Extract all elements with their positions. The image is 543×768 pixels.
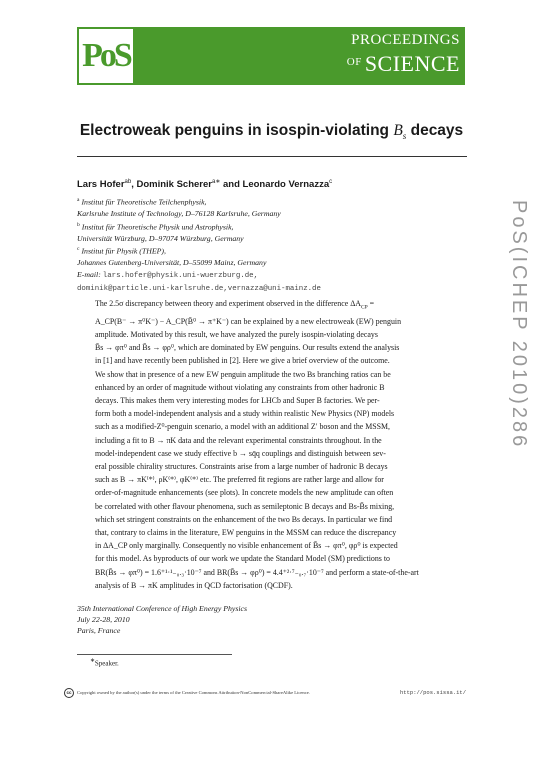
proceedings-label: PROCEEDINGS [351,32,460,48]
conference-info: 35th International Conference of High Energy Physics July 22-28, 2010 Paris, France [77,604,248,635]
footnote-rule [77,654,232,655]
creative-commons-icon: cc [64,688,74,698]
affiliation-a: $^a$ Institut für Theoretische Teilchenphysik, Karlsruhe Institute of Technology, D–76128 Karlsruhe, Germany $^b$ Institut für Theoretische Physik und Astrophysik, Universität Würzburg, D–97074 Würzburg, Germany $^c$ Institut für Physik (THEP), Johannes Gutenberg-Universität, D–55099 Mainz, Germany E-mail: lars.hofer@physik.uni-wuerzburg.de, dominik@particle.uni-karlsruhe.de,vernazza@uni-mainz.de [77,197,321,294]
of-science-label: $^{OF}$ SCIENCE [346,51,460,76]
pos-url-link[interactable]: http://pos.sissa.it/ [400,689,467,696]
side-identifier: PoS(ICHEP 2010)286 [508,200,530,450]
title-rule [77,156,467,157]
abstract: The 2.5σ discrepancy between theory and experiment observed in the difference $\Delta A_{CP}$ = A_CP(B⁻ → π⁰K⁻) − A_CP(B̄⁰ → π⁺K⁻) can be explained by a new electroweak (EW) penguin amplitude. Motivated by this result, we have analyzed the purely isospin-violating decays B̄s → φπ⁰ and B̄s → φρ⁰, which are dominated by EW penguins. Our results extend the analysis in [1] and have recently been published in [2]. Here we give a brief overview of the outcome. We show that in presence of a new EW penguin amplitude the two Bs branching ratios can be enhanced by an order of magnitude without violating any constraints from other hadronic B decays. This makes them very interesting modes for LHCb and Super B factories. We per- form both a model-independent analysis and a study within realistic New Physics (NP) models such as a modified-Z⁰-penguin scenario, a model with an additional Z′ boson and the MSSM, including a fit to B → πK data and the relevant experimental constraints throughout. In the model-independent case we study effective b → sq̄q couplings and distinguish between sev- eral possible chirality structures. Constraints arise from a large number of hadronic B decays such as B → πK⁽*⁾, ρK⁽*⁾, φK⁽*⁾ etc. The preferred fit regions are rather large and allow for order-of-magnitude enhancements (see plots). In concrete models the new amplitude can often be correlated with other flavour phenomena, such as semileptonic B decays and Bs-B̄s mixing, which set stringent constraints on the enhancement of the two Bs decays. In particular we find that, contrary to claims in the literature, EW penguins in the MSSM can reduce the discrepancy in ΔA_CP only marginally. Consequently no visible enhancement of B̄s → φπ⁰, φρ⁰ is expected for this model. As byproducts of our work we update the Standard Model (SM) predictions to BR(B̄s → φπ⁰) = 1.6⁺¹·¹₋₀.₃·10⁻⁷ and BR(B̄s → φρ⁰) = 4.4⁺²·⁷₋₀.₇·10⁻⁷ and perform a state-of-the-art analysis of B → πK amplitudes in QCD factorisation (QCDF). [95,299,419,590]
author-list: Lars Hofer$^{ab}$, Dominik Scherer$^{a∗}$ and Leonardo Vernazza$^c$ [77,179,333,191]
paper-title: Electroweak penguins in isospin-violating $B_s$ decays [79,122,464,142]
pos-logo-mark: PoS [82,37,130,74]
footnote: ∗Speaker. [90,658,119,668]
copyright-notice: Copyright owned by the author(s) under the terms of the Creative Commons Attribution-NonCommercial-ShareAlike Licence. [77,690,310,695]
